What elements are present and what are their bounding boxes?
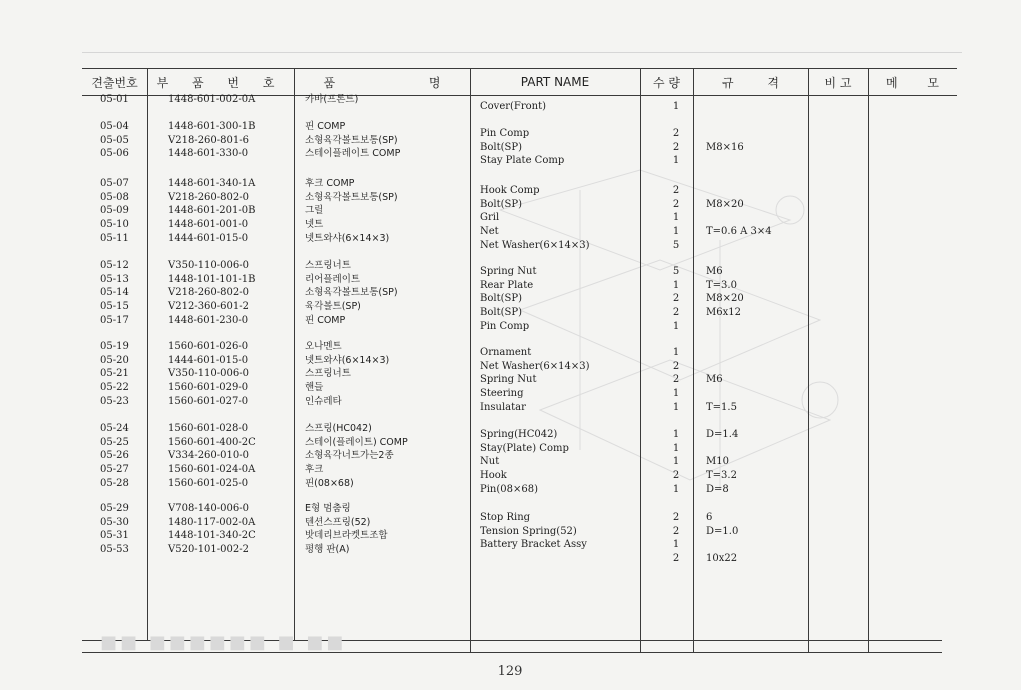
cell-spec	[706, 239, 806, 253]
cell-index-number: 05-06	[100, 148, 129, 160]
cell-part-name: Stay Plate Comp	[480, 155, 565, 167]
cell-index-number: 05-31	[100, 530, 129, 542]
cell-index-number-column	[100, 340, 150, 408]
cell-part-number-column	[168, 93, 293, 107]
cell-index-number: 05-20	[100, 354, 129, 366]
cell-index-number: 05-17	[100, 314, 129, 326]
cell-korean-name: 핸들	[305, 382, 324, 394]
cell-quantity: 5	[672, 266, 680, 277]
cell-spec	[706, 538, 806, 552]
cell-korean-name-column	[305, 259, 470, 327]
cell-korean-name: 오나멘트	[305, 341, 342, 352]
cell-quantity: 1	[672, 483, 680, 495]
cell-index-number: 05-08	[100, 191, 129, 203]
cell-index-number: 05-29	[100, 503, 129, 514]
cell-korean-name: 스프링너트	[305, 368, 351, 380]
cell-spec: M8×20	[706, 198, 744, 210]
cell-part-name: Hook	[480, 470, 507, 482]
cell-korean-name: 스테이(플레이트) COMP	[305, 436, 408, 448]
cell-spec: T=0.6 A 3×4	[706, 226, 772, 238]
cell-index-number: 05-15	[100, 301, 129, 313]
cell-index-number: 05-14	[100, 287, 129, 299]
cell-spec: M8×16	[706, 141, 744, 153]
cell-part-name: Pin(08×68)	[480, 483, 538, 495]
cell-quantity: 5	[672, 239, 680, 251]
cell-part-number: 1560-601-029-0	[168, 382, 249, 394]
cell-spec	[706, 360, 806, 374]
cell-quantity: 1	[672, 456, 680, 468]
cell-quantity: 1	[672, 226, 680, 238]
cell-part-number: 1448-601-300-1B	[168, 121, 256, 132]
cell-part-name: Insulatar	[480, 401, 526, 413]
col-rule-6	[808, 68, 809, 652]
cell-part-number: 1448-601-002-0A	[168, 94, 256, 105]
cell-spec-column	[706, 184, 806, 252]
cell-quantity: 2	[672, 360, 680, 372]
cell-part-name: Bolt(SP)	[480, 141, 522, 153]
cell-part-number: V350-110-006-0	[168, 260, 249, 271]
cell-spec-column	[706, 265, 806, 333]
cell-index-number: 05-01	[100, 94, 129, 105]
cell-korean-name-column	[305, 120, 470, 161]
cell-part-number: 1444-601-015-0	[168, 354, 249, 366]
cell-korean-name-column	[305, 93, 470, 107]
cell-index-number: 05-22	[100, 382, 129, 394]
col-rule-7	[868, 68, 869, 652]
cell-korean-name: 밧데리브라켓트조합	[305, 530, 388, 542]
cell-part-number-column	[168, 340, 293, 408]
cell-part-number: V212-360-601-2	[168, 301, 249, 313]
cell-quantity: 2	[672, 525, 680, 537]
cell-quantity-column	[666, 428, 686, 496]
cell-index-number: 05-28	[100, 477, 129, 489]
cell-part-number-column	[168, 177, 293, 245]
cell-part-name: Pin Comp	[480, 128, 530, 139]
cell-korean-name: 육각볼트(SP)	[305, 301, 361, 313]
cell-korean-name: 후크	[305, 464, 324, 476]
cell-quantity-column	[666, 184, 686, 252]
cell-korean-name: 그릴	[305, 205, 324, 217]
cell-quantity: 2	[672, 470, 680, 482]
cell-part-name: Tension Spring(52)	[480, 525, 577, 537]
cell-index-number-column	[100, 259, 150, 327]
cell-part-number: V218-260-802-0	[168, 191, 249, 203]
cell-spec: M6	[706, 374, 723, 386]
cell-part-name-column	[480, 265, 640, 333]
cell-part-number: 1560-601-400-2C	[168, 436, 256, 448]
header-part-name: PART NAME	[520, 75, 590, 89]
cell-spec: 10x22	[706, 553, 738, 565]
cell-part-number: 1560-601-026-0	[168, 341, 249, 352]
cell-part-number-column	[168, 120, 293, 161]
cell-korean-name: 넷트와샤(6×14×3)	[305, 354, 390, 366]
header-no: 견출번호	[91, 75, 138, 90]
cell-part-number: 1448-101-101-1B	[168, 273, 256, 285]
cell-part-name: Gril	[480, 212, 500, 224]
cell-quantity: 1	[672, 320, 680, 332]
cell-index-number-column	[100, 120, 150, 161]
cell-part-name: Pin Comp	[480, 320, 530, 332]
cell-part-name: Stop Ring	[480, 512, 531, 523]
cell-spec: T=3.2	[706, 470, 737, 482]
cell-part-name-column	[480, 184, 640, 252]
cell-index-number: 05-53	[100, 544, 129, 556]
cell-part-name: Bolt(SP)	[480, 307, 522, 319]
cell-part-name-column	[480, 511, 640, 566]
cell-part-name-column	[480, 428, 640, 496]
header-remarks: 비 고	[824, 75, 852, 90]
page-number: 129	[497, 664, 523, 679]
header-spec: 규 격	[722, 75, 779, 90]
cell-spec-column	[706, 346, 806, 414]
cell-korean-name: 리어플레이트	[305, 273, 361, 285]
cell-index-number: 05-12	[100, 260, 129, 271]
cell-index-number-column	[100, 93, 150, 107]
cell-korean-name-column	[305, 340, 470, 408]
cell-quantity: 2	[672, 374, 680, 386]
cell-spec	[706, 320, 806, 334]
cell-quantity: 2	[672, 128, 680, 139]
col-rule-2	[294, 68, 295, 640]
cell-index-number: 05-11	[100, 232, 129, 244]
cell-part-number: V708-140-006-0	[168, 503, 249, 514]
cell-quantity: 2	[672, 293, 680, 305]
cell-part-name-column	[480, 127, 640, 168]
cell-part-name: Rear Plate	[480, 279, 534, 291]
cell-part-number: 1560-601-024-0A	[168, 464, 256, 476]
cell-quantity: 1	[672, 279, 680, 291]
cell-part-name: Spring Nut	[480, 374, 537, 386]
cell-quantity: 1	[672, 388, 680, 400]
cell-index-number-column	[100, 422, 150, 490]
cell-part-name: Spring(HC042)	[480, 429, 558, 440]
cell-part-number: 1448-601-340-1A	[168, 178, 256, 189]
cell-index-number: 05-05	[100, 134, 129, 146]
cell-quantity: 1	[672, 539, 680, 551]
cell-quantity-column	[666, 100, 686, 114]
cell-korean-name: 스테이플레이트 COMP	[305, 148, 401, 160]
cell-part-number: 1448-101-340-2C	[168, 530, 256, 542]
cell-quantity-column	[666, 265, 686, 333]
cell-part-name: Nut	[480, 456, 500, 468]
cell-index-number: 05-10	[100, 219, 129, 231]
cell-part-name: Spring Nut	[480, 266, 537, 277]
col-rule-4	[640, 68, 641, 652]
cell-spec	[706, 154, 806, 168]
cell-korean-name-column	[305, 502, 470, 557]
cell-korean-name: 카바(프론트)	[305, 94, 359, 105]
cell-spec: M8×20	[706, 293, 744, 305]
cell-korean-name: 평행 판(A)	[305, 544, 350, 556]
cell-index-number: 05-21	[100, 368, 129, 380]
bleed-through-text: ■■ ■■■■■■ ■ ■■	[100, 632, 347, 653]
cell-korean-name: 핀(08×68)	[305, 477, 354, 489]
cell-part-name-column	[480, 100, 640, 114]
top-rule	[82, 52, 962, 53]
cell-part-number: 1448-601-330-0	[168, 148, 249, 160]
cell-part-number: 1560-601-027-0	[168, 395, 249, 407]
cell-spec	[706, 127, 806, 141]
cell-index-number: 05-27	[100, 464, 129, 476]
cell-korean-name: 스프링너트	[305, 260, 351, 271]
cell-part-number-column	[168, 422, 293, 490]
cell-index-number: 05-19	[100, 341, 129, 352]
cell-part-number-column	[168, 502, 293, 557]
cell-spec	[706, 346, 806, 360]
cell-part-number: 1560-601-028-0	[168, 423, 249, 434]
cell-part-name-column	[480, 346, 640, 414]
header-memo: 메 모	[886, 75, 939, 90]
cell-index-number: 05-25	[100, 436, 129, 448]
cell-quantity: 2	[672, 185, 680, 196]
header-top-rule	[82, 68, 957, 69]
cell-spec-column	[706, 428, 806, 496]
cell-spec-column	[706, 511, 806, 566]
cell-korean-name: 텐션스프링(52)	[305, 516, 371, 528]
cell-korean-name: 소형육각볼트보통(SP)	[305, 134, 398, 146]
cell-index-number: 05-04	[100, 121, 129, 132]
cell-index-number: 05-24	[100, 423, 129, 434]
cell-quantity: 1	[672, 101, 680, 112]
cell-spec	[706, 100, 806, 114]
cell-quantity: 2	[672, 141, 680, 153]
cell-part-name: Cover(Front)	[480, 101, 547, 112]
cell-index-number-column	[100, 502, 150, 557]
cell-part-number: 1480-117-002-0A	[168, 516, 256, 528]
cell-korean-name: 소형육각볼트보통(SP)	[305, 191, 398, 203]
cell-part-number: 1448-601-001-0	[168, 219, 249, 231]
cell-quantity: 1	[672, 155, 680, 167]
cell-spec: T=1.5	[706, 401, 737, 413]
cell-index-number: 05-26	[100, 450, 129, 462]
cell-spec	[706, 211, 806, 225]
cell-quantity: 2	[672, 198, 680, 210]
cell-part-number: 1444-601-015-0	[168, 232, 249, 244]
cell-spec-column	[706, 127, 806, 168]
cell-korean-name: 핀 COMP	[305, 121, 346, 132]
cell-quantity: 2	[672, 307, 680, 319]
cell-korean-name: 후크 COMP	[305, 178, 355, 189]
cell-part-name: Steering	[480, 388, 524, 400]
cell-korean-name: 넷트	[305, 219, 324, 231]
cell-part-number: V350-110-006-0	[168, 368, 249, 380]
cell-korean-name-column	[305, 177, 470, 245]
header-korean-name: 품 명	[323, 75, 441, 90]
cell-korean-name: 소형육각너트가는2종	[305, 450, 394, 462]
cell-korean-name: 인슈레타	[305, 395, 342, 407]
cell-part-name: Net Washer(6×14×3)	[480, 239, 590, 251]
cell-part-name: Hook Comp	[480, 185, 540, 196]
cell-spec: 6	[706, 512, 713, 523]
cell-quantity-column	[666, 511, 686, 566]
col-rule-5	[693, 68, 694, 652]
cell-quantity: 1	[672, 347, 680, 358]
col-rule-3	[470, 68, 471, 652]
cell-spec	[706, 442, 806, 456]
cell-index-number: 05-09	[100, 205, 129, 217]
cell-index-number: 05-23	[100, 395, 129, 407]
cell-korean-name: 핀 COMP	[305, 314, 346, 326]
cell-quantity: 2	[672, 553, 680, 565]
cell-korean-name-column	[305, 422, 470, 490]
cell-quantity-column	[666, 127, 686, 168]
cell-part-name: Net	[480, 226, 499, 238]
cell-part-number: V218-260-802-0	[168, 287, 249, 299]
cell-korean-name: 넷트와샤(6×14×3)	[305, 232, 390, 244]
cell-spec: D=8	[706, 483, 729, 495]
cell-part-name: Net Washer(6×14×3)	[480, 360, 590, 372]
cell-quantity: 1	[672, 429, 680, 440]
cell-index-number: 05-07	[100, 178, 129, 189]
cell-quantity: 1	[672, 212, 680, 224]
cell-spec	[706, 184, 806, 198]
cell-part-name	[480, 552, 640, 566]
cell-quantity: 1	[672, 442, 680, 454]
cell-quantity-column	[666, 346, 686, 414]
cell-spec: D=1.4	[706, 429, 739, 440]
cell-spec: M6x12	[706, 307, 741, 319]
cell-part-name: Bolt(SP)	[480, 198, 522, 210]
header-qty: 수 량	[653, 75, 680, 90]
cell-part-number-column	[168, 259, 293, 327]
cell-part-number: V218-260-801-6	[168, 134, 249, 146]
cell-part-number: 1448-601-230-0	[168, 314, 249, 326]
cell-quantity: 2	[672, 512, 680, 523]
cell-korean-name: 소형육각볼트보통(SP)	[305, 287, 398, 299]
cell-part-name: Ornament	[480, 347, 532, 358]
cell-korean-name: 스프링(HC042)	[305, 423, 372, 434]
cell-spec: T=3.0	[706, 279, 737, 291]
cell-spec-column	[706, 100, 806, 114]
cell-part-number: V334-260-010-0	[168, 450, 249, 462]
cell-spec: M10	[706, 456, 729, 468]
header-part-number: 부 품 번 호	[156, 75, 285, 90]
cell-spec: M6	[706, 266, 723, 277]
cell-part-name: Battery Bracket Assy	[480, 539, 587, 551]
cell-spec	[706, 387, 806, 401]
cell-part-name: Stay(Plate) Comp	[480, 442, 569, 454]
cell-part-number: 1448-601-201-0B	[168, 205, 256, 217]
cell-part-number: V520-101-002-2	[168, 544, 249, 556]
cell-korean-name: E형 멈춤링	[305, 503, 351, 514]
cell-index-number: 05-13	[100, 273, 129, 285]
cell-part-name: Bolt(SP)	[480, 293, 522, 305]
cell-index-number-column	[100, 177, 150, 245]
cell-spec: D=1.0	[706, 525, 739, 537]
cell-quantity: 1	[672, 401, 680, 413]
cell-index-number: 05-30	[100, 516, 129, 528]
cell-part-number: 1560-601-025-0	[168, 477, 249, 489]
